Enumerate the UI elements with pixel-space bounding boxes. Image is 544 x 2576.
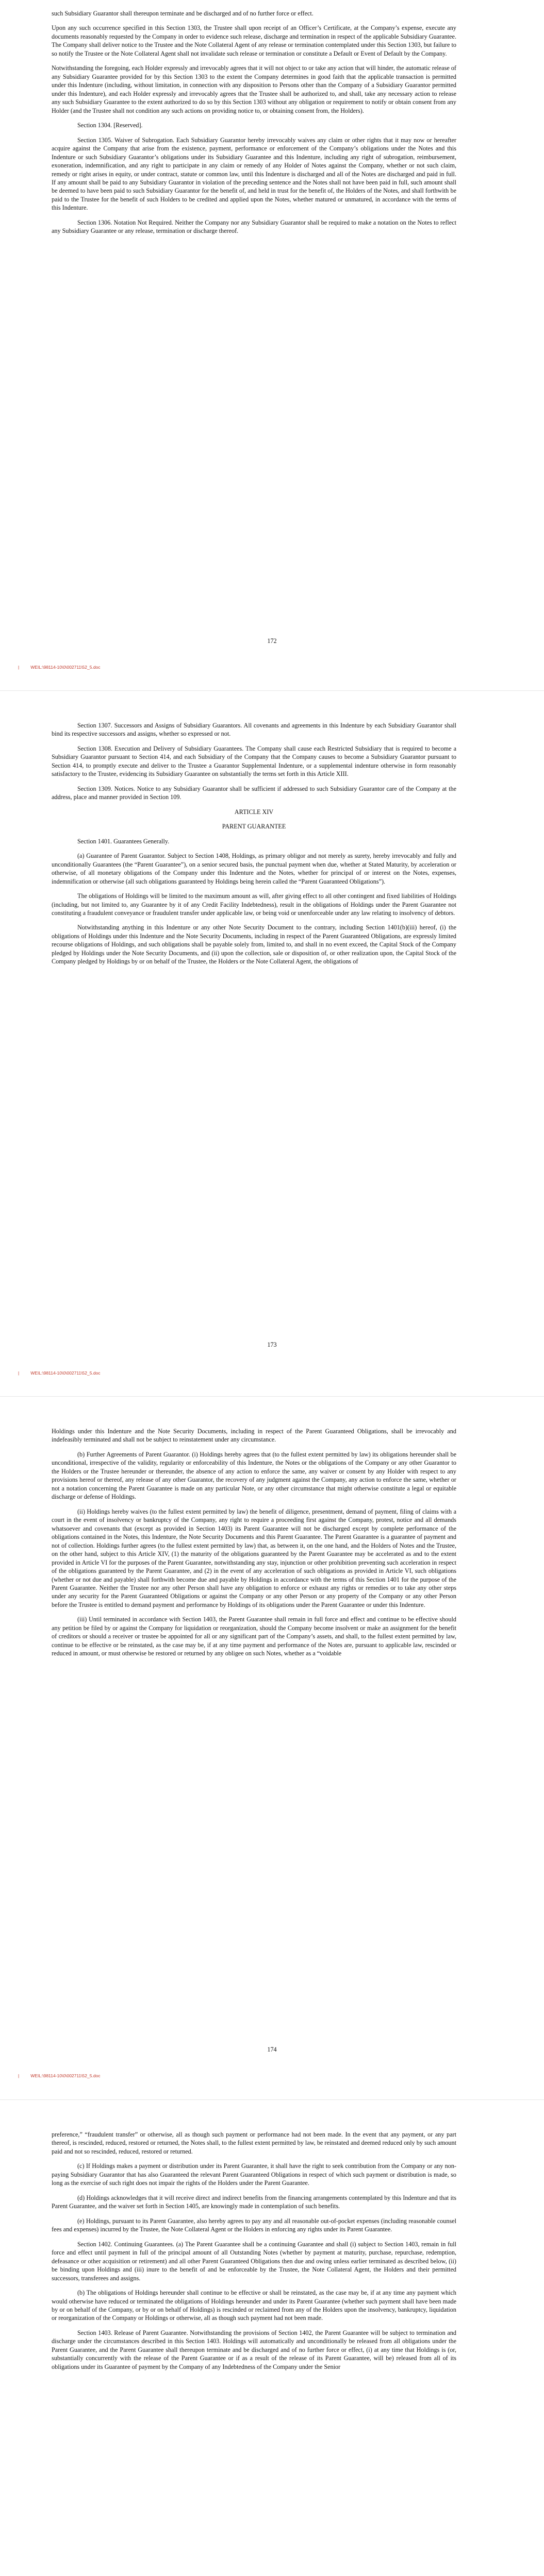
paragraph: Notwithstanding anything in this Indenture or any other Note Security Document to the contrary, including Section 1401(b)(iii) hereof, (i) the obligations of Holdings under this Indenture and the Note Security Documents, including in respect of the Parent Guaranteed Obligations, are expressly limited recourse obligations of Holdings, and such obligations shall be payable solely from, limited to, and shall in no event exceed, the Capital Stock of the Company pledged by Holdings under the Note Security Documents, and (ii) upon the collection, sale or disposition of, or other realization upon, the Capital Stock of the Company pledged by Holdings by or on behalf of the Trustee, the Holders or the Note Collateral Agent, the obligations of <box>52 924 456 965</box>
paragraph: Section 1306. Notation Not Required. Neither the Company nor any Subsidiary Guarantor shall be required to make a notation on the Notes to reflect any Subsidiary Guarantee or any release, termination or discharge thereof. <box>52 218 456 235</box>
paragraph: Holdings under this Indenture and the Note Security Documents, including in respect of the Parent Guaranteed Obligations, shall be irrevocably and indefeasibly terminated and shall not be subject to reinstatement under any circumstance. <box>52 1428 456 1444</box>
paragraph: preference,” “fraudulent transfer” or otherwise, all as though such payment or performance had not been made. In the event that any payment, or any part thereof, is rescinded, reduced, restored or returned, the Notes shall, to the fullest extent permitted by law, be reinstated and deemed reduced only by such amount paid and not so rescinded, reduced, restored or returned. <box>52 2131 456 2155</box>
page-175-body <box>52 2130 456 2377</box>
paragraph: (a) Guarantee of Parent Guarantor. Subject to Section 1408, Holdings, as primary obligor and not merely as surety, hereby irrevocably and fully and unconditionally Guarantees (the “Parent Guarantee”), on a senior secured basis, the punctual payment when due, whether at Stated Maturity, by acceleration or otherwise, of all monetary obligations of the Company under this Indenture and the Notes, whether for principal of or interest on the Notes, expenses, indemnification or otherwise (all such obligations guaranteed by Holdings being herein called the “Parent Guaranteed Obligations”). <box>52 852 456 885</box>
page-number: 173 <box>267 1341 277 1348</box>
section-heading: Section 1401. Guarantees Generally. <box>77 837 170 845</box>
document-footer <box>18 2073 101 2079</box>
page-number: 174 <box>267 2046 277 2053</box>
article-title: PARENT GUARANTEE <box>222 823 286 831</box>
document-footer <box>18 665 101 670</box>
page-172-body <box>52 9 456 242</box>
paragraph: Section 1305. Waiver of Subrogation. Each Subsidiary Guarantor hereby irrevocably waives any claim or other rights that it may now or hereafter acquire against the Company that arise from the existence, payment, performance or enforcement of the Company’s obligations under the Notes and this Indenture or such Subsidiary Guarantor’s obligations under its Subsidiary Guarantee and this Indenture, including any right of subrogation, reimbursement, exoneration, indemnification, and any right to participate in any claim or remedy of any Holder of Notes against the Company, whether or not such claim, remedy or right arises in equity, or under contract, statute or common law, until this Indenture is discharged and all of the Notes are discharged and paid in full. If any amount shall be paid to any Subsidiary Guarantor in violation of the preceding sentence and the Notes shall not have been paid in full, such amount shall be deemed to have been paid to such Subsidiary Guarantor for the benefit of, and held in trust for the benefit of, the Holders of the Notes, and shall forthwith be paid to the Trustee for the benefit of such Holders to be credited and applied upon the Notes, whether matured or unmatured, in accordance with the terms of this Indenture. <box>52 136 456 212</box>
page-divider <box>0 2099 544 2100</box>
paragraph: Notwithstanding the foregoing, each Holder expressly and irrevocably agrees that it will not object to or take any action that will hinder, the automatic release of any Subsidiary Guarantee provided for by this Section 1303 to the extent the Company determines in good faith that the applicable transaction is permitted under this Indenture (including, without limitation, in connection with any disposition to Persons other than the Company of a Subsidiary Guarantor permitted under this Indenture), and each Holder expressly and irrevocably agrees that the Trustee shall be authorized to, and shall, take any necessary action to release any such Subsidiary Guarantee to the extent authorized to do so by this Section 1303 without any obligation or requirement to notify or obtain consent from any Holder (and the Trustee shall not condition any such actions on providing notice to, or obtaining consent from, the Holders). <box>52 64 456 114</box>
page-divider <box>0 690 544 691</box>
page-174-body <box>52 1427 456 1664</box>
paragraph: (b) The obligations of Holdings hereunder shall continue to be effective or shall be reinstated, as the case may be, if at any time any payment which would otherwise have reduced or terminated the obligations of Holdings hereunder and under its Parent Guarantee (whether such payment shall have been made by or on behalf of the Company, or by or on behalf of Holdings) is rescinded or reclaimed from any of the Holders upon the insolvency, bankruptcy, liquidation or reorganization of the Company or Holdings or otherwise, all as though such payment had not been made. <box>52 2289 456 2322</box>
article-heading: ARTICLE XIV <box>234 808 274 816</box>
paragraph: Section 1308. Execution and Delivery of Subsidiary Guarantees. The Company shall cause each Restricted Subsidiary that is required to become a Subsidiary Guarantor pursuant to Section 414, and each Subsidiary of the Company that the Company causes to become a Subsidiary Guarantor pursuant to Section 414, to promptly execute and deliver to the Trustee a Guarantor Supplemental Indenture, or a supplemental indenture otherwise in form reasonably satisfactory to the Trustee, evidencing its Subsidiary Guarantee on substantially the terms set forth in this Article XIII. <box>52 744 456 778</box>
change-bar-icon: | <box>18 1370 20 1376</box>
change-bar-icon: | <box>18 2073 20 2078</box>
paragraph: Section 1402. Continuing Guarantees. (a) The Parent Guarantee shall be a continuing Guarantee and shall (i) subject to Section 1403, remain in full force and effect until payment in full of the principal amount of all Outstanding Notes (whether by payment at maturity, purchase, repurchase, redemption, defeasance or other acquisition or retirement) and all other Parent Guaranteed Obligations then due and owing unless earlier terminated as described below, (ii) be binding upon Holdings and (iii) inure to the benefit of and be enforceable by the Trustee, the Note Collateral Agent, the Holders and their permitted successors, transferees and assigns. <box>52 2240 456 2282</box>
section-heading: Section 1304. [Reserved]. <box>77 122 143 129</box>
paragraph: The obligations of Holdings will be limited to the maximum amount as will, after giving effect to all other contingent and fixed liabilities of Holdings (including, but not limited to, any Guarantee by it of any Credit Facility Indebtedness), result in the obligations of Holdings under the Parent Guarantee not constituting a fraudulent conveyance or fraudulent transfer under applicable law, or being void or unenforceable under any law relating to insolvency of debtors. <box>52 892 456 917</box>
footer-doc-id: WEIL:\98114-10\0\002711\52_5.doc <box>30 1370 101 1376</box>
footer-doc-id: WEIL:\98114-10\0\002711\52_5.doc <box>30 2073 101 2078</box>
paragraph: (ii) Holdings hereby waives (to the fullest extent permitted by law) the benefit of diligence, presentment, demand of payment, filing of claims with a court in the event of insolvency or bankruptcy of the Company, any right to require a proceeding first against the Company, protest, notice and all demands whatsoever and covenants that (except as provided in Section 1403) its Parent Guarantee will not be discharged except by complete performance of the obligations contained in the Notes, this Indenture, the Note Security Documents and this Parent Guarantee. The Parent Guarantee is a guarantee of payment and not of collection. Holdings further agrees (to the fullest extent permitted by law) that, as between it, on the one hand, and the Holders of Notes and the Trustee, on the other hand, subject to this Article XIV, (1) the maturity of the obligations guaranteed by the Parent Guarantee may be accelerated as and to the extent provided in Article VI for the purposes of the Parent Guarantee, notwithstanding any stay, injunction or other prohibition preventing such acceleration in respect of the obligations guaranteed by the Parent Guarantee, and (2) in the event of any acceleration of such obligations as provided in Article VI, such obligations (whether or not due and payable) shall forthwith become due and payable by Holdings in accordance with the terms of this Section 1401 for the purpose of the Parent Guarantee. Neither the Trustee nor any other Person shall have any obligation to enforce or exhaust any rights or remedies or to take any other steps under any security for the Parent Guaranteed Obligations or against the Company or any other Person or any property of the Company or any other Person before the Trustee is entitled to demand payment and performance by Holdings of its obligations under the Parent Guarantee or under this Indenture. <box>52 1507 456 1608</box>
paragraph: (e) Holdings, pursuant to its Parent Guarantee, also hereby agrees to pay any and all reasonable out-of-pocket expenses (including reasonable counsel fees and expenses) incurred by the Trustee, the Note Collateral Agent or the Holders in enforcing any rights under its Parent Guarantee. <box>52 2217 456 2233</box>
page-173-body <box>52 721 456 972</box>
page-divider <box>0 1396 544 1397</box>
paragraph: Section 1309. Notices. Notice to any Subsidiary Guarantor shall be sufficient if addressed to such Subsidiary Guarantor care of the Company at the address, place and manner provided in Section 109. <box>52 785 456 801</box>
paragraph: (d) Holdings acknowledges that it will receive direct and indirect benefits from the financing arrangements contemplated by this Indenture and that its Parent Guarantee, and the waiver set forth in Section 1405, are knowingly made in contemplation of such benefits. <box>52 2194 456 2210</box>
paragraph: (iii) Until terminated in accordance with Section 1403, the Parent Guarantee shall remain in full force and effect and continue to be effective should any petition be filed by or against the Company for liquidation or reorganization, should the Company become insolvent or make an assignment for the benefit of creditors or should a receiver or trustee be appointed for all or any significant part of the Company’s assets, and shall, to the fullest extent permitted by law, continue to be effective or be reinstated, as the case may be, if at any time payment and performance of the Notes are, pursuant to applicable law, rescinded or reduced in amount, or must otherwise be restored or returned by any obligee on such Notes, whether as a “voidable <box>52 1616 456 1657</box>
paragraph: Section 1403. Release of Parent Guarantee. Notwithstanding the provisions of Section 1402, the Parent Guarantee will be subject to termination and discharge under the circumstances described in this Section 1403. Holdings will automatically and unconditionally be released from all obligations under the Parent Guarantee, and the Parent Guarantee shall thereupon terminate and be discharged and of no further force or effect, (i) at any time that Holdings is (or, substantially concurrently with the release of the Parent Guarantee or if as a result of the release of its Parent Guarantee, will be) released from all of its obligations under its Guarantee of payment by the Company of any Indebtedness of the Company under the Senior <box>52 2329 456 2370</box>
change-bar-icon: | <box>18 665 20 670</box>
paragraph: Upon any such occurrence specified in this Section 1303, the Trustee shall upon receipt of an Officer’s Certificate, at the Company’s expense, execute any documents reasonably requested by the Company in order to evidence such release, discharge and termination in respect of the applicable Subsidiary Guarantee. The Company shall deliver notice to the Trustee and the Note Collateral Agent of any release or termination contemplated under this Section 1303, but failure to so notify the Trustee or the Note Collateral Agent shall not invalidate such release or termination or constitute a Default or Event of Default by the Company. <box>52 24 456 57</box>
footer-doc-id: WEIL:\98114-10\0\002711\52_5.doc <box>30 665 101 670</box>
page-number: 172 <box>267 637 277 645</box>
paragraph: (c) If Holdings makes a payment or distribution under its Parent Guarantee, it shall have the right to seek contribution from the Company or any non-paying Subsidiary Guarantor that has also Guaranteed the relevant Parent Guaranteed Obligations in respect of which such payment or distribution is made, so long as the exercise of such right does not impair the rights of the Holders under the Parent Guarantee. <box>52 2162 456 2187</box>
paragraph: (b) Further Agreements of Parent Guarantor. (i) Holdings hereby agrees that (to the fullest extent permitted by law) its obligations hereunder shall be unconditional, irrespective of the validity, regularity or enforceability of this Indenture, the Notes or the obligations of the Company or any other Guarantor to the Holders or the Trustee hereunder or thereunder, the absence of any action to enforce the same, any waiver or consent by any Holder with respect to any provisions hereof or thereof, any release of any other Guarantor, the recovery of any judgment against the Company, any action to enforce the same, whether or not a notation concerning the Parent Guarantee is made on any particular Note, or any other circumstance that might otherwise constitute a legal or equitable discharge or defense of Holdings. <box>52 1450 456 1501</box>
paragraph: such Subsidiary Guarantor shall thereupon terminate and be discharged and of no further force or effect. <box>52 10 314 17</box>
paragraph: Section 1307. Successors and Assigns of Subsidiary Guarantors. All covenants and agreements in this Indenture by each Subsidiary Guarantor shall bind its respective successors and assigns, whether so expressed or not. <box>52 722 456 738</box>
document-footer <box>18 1370 101 1376</box>
